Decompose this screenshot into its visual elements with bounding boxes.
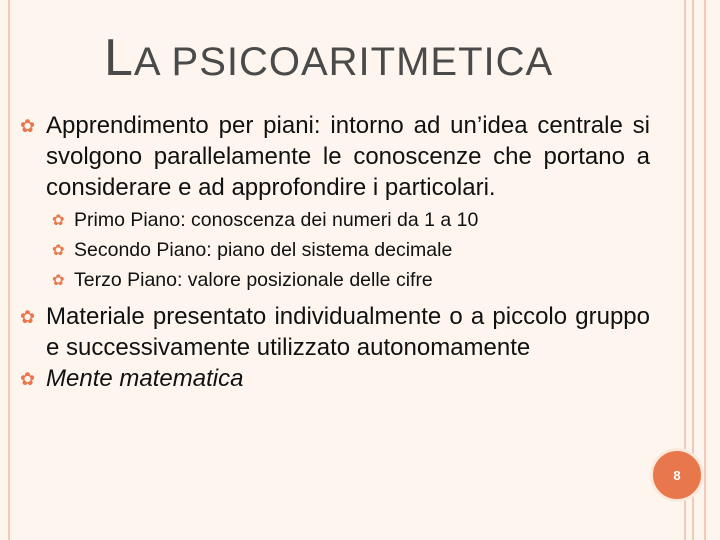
- bullet-mente-matematica: [20, 363, 650, 394]
- fleuron-bullet-icon: ✿: [20, 116, 36, 136]
- sub-bullet-text: Secondo Piano: piano del sistema decimale: [74, 239, 453, 261]
- bullet-text: Materiale presentato individualmente o a piccolo gruppo e successivamente utilizzato autonomamente: [46, 303, 650, 361]
- sub-bullet-list: [20, 205, 650, 295]
- fleuron-bullet-icon: ✿: [52, 242, 65, 259]
- title-initial: L: [104, 29, 134, 87]
- slide-title: [104, 28, 553, 88]
- fleuron-bullet-icon: ✿: [52, 212, 65, 229]
- border-line-left: [8, 0, 10, 540]
- title-rest: A PSICOARITMETICA: [133, 40, 554, 84]
- border-line-right-3: [704, 0, 706, 540]
- sub-bullet-primo: [20, 205, 650, 235]
- page-number-badge: 8: [650, 448, 704, 502]
- sub-bullet-text: Terzo Piano: valore posizionale delle cifre: [74, 269, 433, 291]
- fleuron-bullet-icon: ✿: [20, 307, 36, 327]
- bullet-apprendimento: [20, 110, 650, 203]
- sub-bullet-terzo: [20, 265, 650, 295]
- slide-content: [20, 110, 650, 394]
- sub-bullet-secondo: [20, 235, 650, 265]
- sub-bullet-text: Primo Piano: conoscenza dei numeri da 1 a 10: [74, 209, 479, 231]
- fleuron-bullet-icon: ✿: [20, 369, 36, 389]
- bullet-text: Mente matematica: [46, 365, 244, 392]
- bullet-text: Apprendimento per piani: intorno ad un’idea centrale si svolgono parallelamente le conoscenze che portano a considerare e ad approfondire i particolari.: [46, 112, 650, 201]
- fleuron-bullet-icon: ✿: [52, 272, 65, 289]
- bullet-materiale: [20, 301, 650, 363]
